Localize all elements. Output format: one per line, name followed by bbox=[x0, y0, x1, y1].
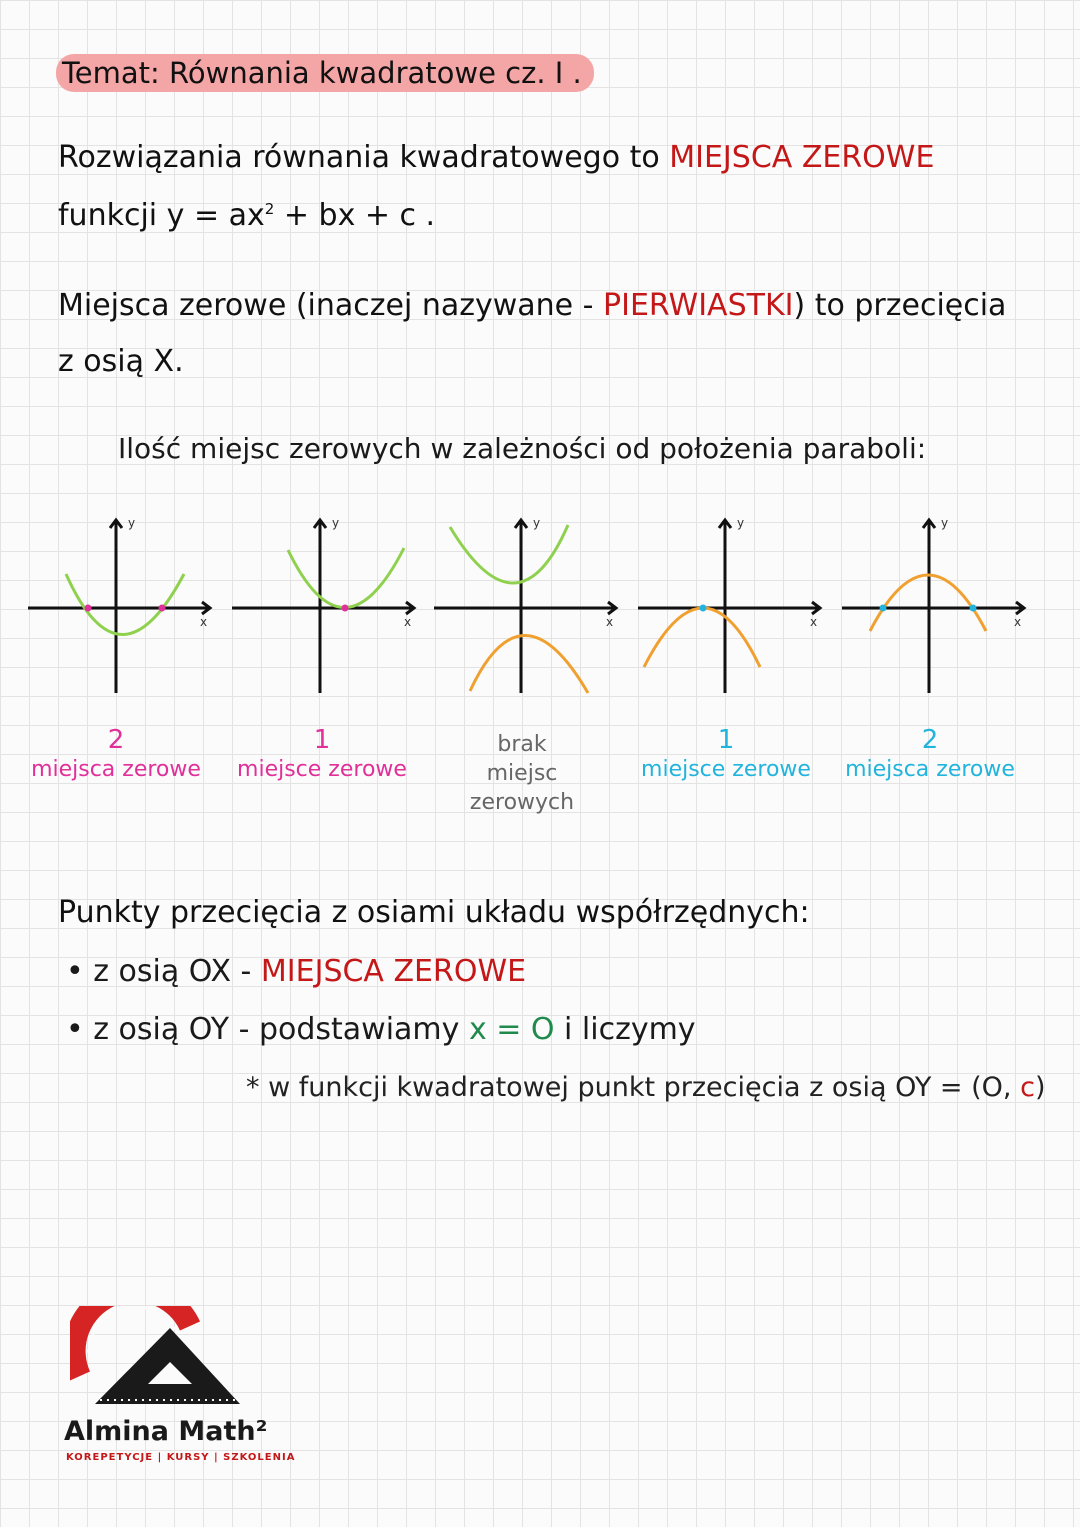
note-highlight: c bbox=[1020, 1072, 1035, 1103]
root-point bbox=[342, 605, 349, 612]
bullet-oy-prefix: • z osią OY - podstawiamy bbox=[66, 1012, 469, 1047]
caption-label: miejsce zerowe bbox=[641, 757, 811, 782]
graph-two-roots-upward bbox=[20, 505, 220, 705]
caption-graph-4 bbox=[626, 725, 826, 785]
caption-graph-2 bbox=[222, 725, 422, 785]
logo-brand: Almina Math² bbox=[64, 1416, 268, 1447]
root-point bbox=[159, 605, 166, 612]
note-line bbox=[246, 1072, 1045, 1103]
roots-line-2: z osią X. bbox=[58, 344, 184, 379]
graphs-subtitle: Ilość miejsc zerowych w zależności od położenia paraboli: bbox=[118, 432, 927, 465]
caption-label: miejsce zerowe bbox=[237, 757, 407, 782]
intro-line-2 bbox=[58, 198, 435, 233]
bullet-oy bbox=[66, 1012, 696, 1047]
parabola-upward bbox=[450, 525, 568, 583]
caption-count: 1 bbox=[313, 725, 331, 755]
bullet-ox-prefix: • z osią OX - bbox=[66, 954, 261, 989]
parabola-curve bbox=[288, 548, 404, 608]
graph-two-roots-downward bbox=[836, 505, 1036, 705]
bullet-oy-highlight: x = O bbox=[468, 1012, 555, 1047]
root-point bbox=[880, 605, 887, 612]
caption-graph-1 bbox=[16, 725, 216, 785]
caption-label-line: zerowych bbox=[469, 790, 575, 815]
y-label: y bbox=[128, 516, 136, 530]
logo-tagline: KOREPETYCJE | KURSY | SZKOLENIA bbox=[66, 1452, 296, 1463]
root-point bbox=[970, 605, 977, 612]
roots-line-1 bbox=[58, 288, 1006, 323]
roots-text: Miejsca zerowe (inaczej nazywane - bbox=[58, 288, 604, 323]
y-label: y bbox=[941, 516, 949, 530]
graph-no-roots bbox=[428, 505, 628, 705]
bullet-ox-highlight: MIEJSCA ZEROWE bbox=[260, 954, 527, 989]
x-label: x bbox=[606, 615, 614, 629]
caption-count: 2 bbox=[107, 725, 125, 755]
x-label: x bbox=[404, 615, 412, 629]
caption-label: miejsca zerowe bbox=[845, 757, 1015, 782]
formula-suffix: + bx + c . bbox=[274, 198, 436, 233]
intro-line-1 bbox=[58, 140, 934, 175]
caption-graph-5 bbox=[830, 725, 1030, 785]
parabola-downward bbox=[470, 635, 588, 693]
x-label: x bbox=[200, 615, 208, 629]
formula-exponent: 2 bbox=[264, 200, 275, 218]
roots-suffix: ) to przecięcia bbox=[793, 288, 1007, 323]
caption-count: 1 bbox=[717, 725, 735, 755]
caption-count: 2 bbox=[921, 725, 939, 755]
x-label: x bbox=[810, 615, 818, 629]
caption-label: miejsca zerowe bbox=[31, 757, 201, 782]
bullet-oy-suffix: i liczymy bbox=[554, 1012, 696, 1047]
caption-graph-3 bbox=[422, 730, 622, 817]
y-label: y bbox=[533, 516, 541, 530]
intro-text: Rozwiązania równania kwadratowego to bbox=[58, 140, 670, 175]
caption-label-line: miejsc bbox=[486, 761, 558, 786]
note-prefix: * w funkcji kwadratowej punkt przecięcia z osią OY = (O, bbox=[246, 1072, 1021, 1103]
parabola-curve bbox=[644, 608, 760, 667]
root-point bbox=[700, 605, 707, 612]
bullet-ox bbox=[66, 954, 526, 989]
graph-one-root-upward bbox=[226, 505, 426, 705]
root-point bbox=[85, 605, 92, 612]
intro-highlight: MIEJSCA ZEROWE bbox=[669, 140, 935, 175]
page-title: Temat: Równania kwadratowe cz. I . bbox=[56, 54, 594, 92]
x-label: x bbox=[1014, 615, 1022, 629]
intersections-heading: Punkty przecięcia z osiami układu współrzędnych: bbox=[58, 895, 810, 930]
parabola-curve bbox=[66, 574, 184, 635]
graph-one-root-downward bbox=[632, 505, 832, 705]
y-label: y bbox=[737, 516, 745, 530]
caption-count: brak bbox=[497, 732, 547, 757]
y-label: y bbox=[332, 516, 340, 530]
logo-icon bbox=[70, 1306, 250, 1416]
note-suffix: ) bbox=[1034, 1072, 1046, 1103]
formula-prefix: funkcji y = ax bbox=[58, 198, 265, 233]
roots-highlight: PIERWIASTKI bbox=[603, 288, 794, 323]
